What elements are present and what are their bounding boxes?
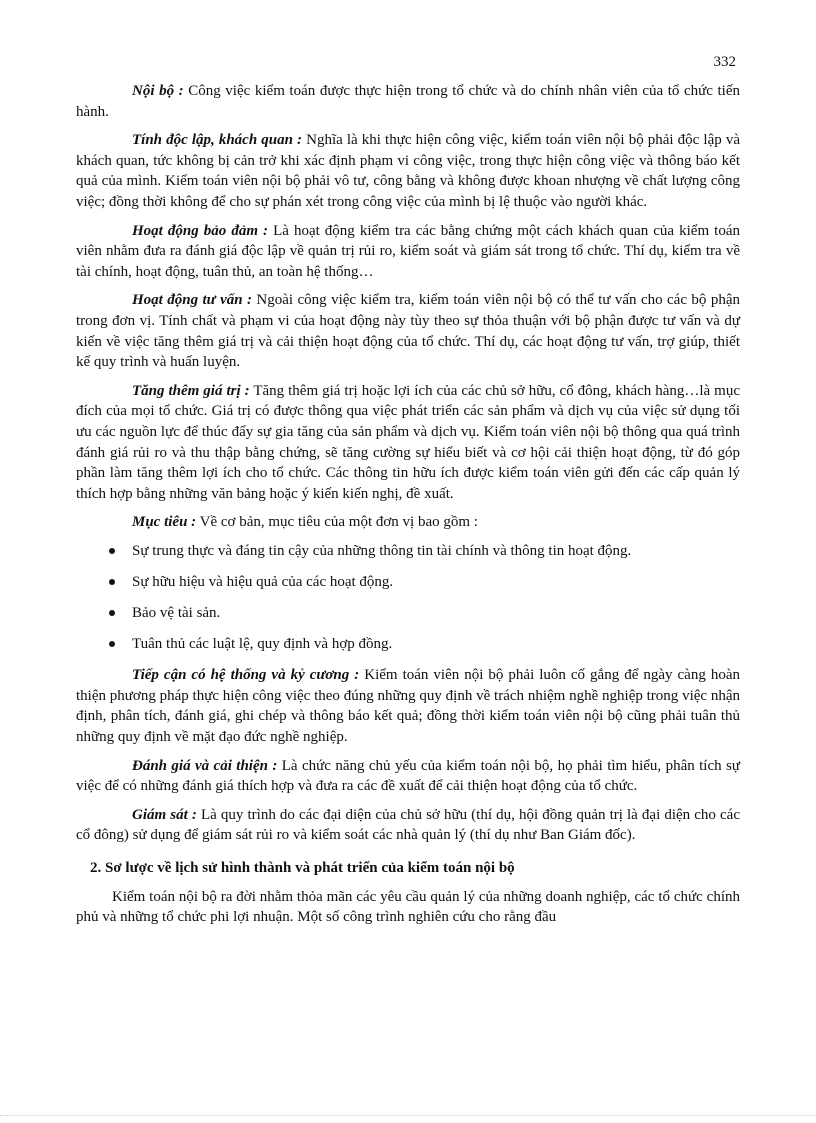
definition-evaluate-improve — [76, 756, 740, 797]
definition-value-added — [76, 381, 740, 505]
definition-text: Kiểm toán viên nội bộ phải luôn cố gắng để ngày càng hoàn thiện phương pháp thực hiện công việc theo đúng những quy định về trách nhiệm nghề nghiệp trong việc nhận định, phân tích, đánh giá, ghi chép và thông báo kết quả; đồng thời kiểm toán viên nội bộ cũng phải tuân thủ những quy định về mặt đạo đức nghề nghiệp. — [76, 667, 740, 746]
definition-text: Ngoài công việc kiểm tra, kiểm toán viên nội bộ có thể tư vấn cho các bộ phận trong đơn vị. Tính chất và phạm vi của hoạt động này tùy theo sự thỏa thuận với bộ phận được tư vấn và dự kiến về việc tăng thêm giá trị và cải thiện hoạt động của tổ chức. Thí dụ, các hoạt động tư vấn, trợ giúp, thiết kế quy trình và huấn luyện. — [76, 292, 740, 371]
list-item-text: Tuân thủ các luật lệ, quy định và hợp đồng. — [132, 636, 393, 653]
definition-assurance — [76, 221, 740, 283]
bullet-icon — [109, 641, 115, 647]
list-item-text: Sự hữu hiệu và hiệu quả của các hoạt động. — [132, 573, 394, 590]
definition-term: Hoạt động bảo đảm : — [132, 222, 269, 239]
definition-independence — [76, 130, 740, 212]
page-bottom-divider — [0, 1115, 816, 1116]
definition-governance — [76, 805, 740, 846]
definition-term: Nội bộ : — [132, 83, 184, 99]
definition-text: Nghĩa là khi thực hiện công việc, kiểm toán viên nội bộ phải độc lập và khách quan, tức không bị cản trở khi xác định phạm vi công việc, trong thực hiện công việc và thông báo kết quả của mình. Kiểm toán viên nội bộ phải vô tư, công bằng và không được khoan nhượng về chất lượng công việc; đồng thời không để cho sự phán xét trong công việc của mình bị lệ thuộc vào người khác. — [76, 132, 740, 210]
definition-text: Công việc kiểm toán được thực hiện trong tổ chức và do chính nhân viên của tổ chức tiến hành. — [76, 83, 741, 120]
definition-term: Tăng thêm giá trị : — [132, 382, 250, 399]
list-item — [76, 572, 740, 593]
definition-text: Tăng thêm giá trị hoặc lợi ích của các chủ sở hữu, cổ đông, khách hàng…là mục đích của mọi tổ chức. Giá trị có được thông qua việc phát triển các sản phẩm và dịch vụ của việc sử dụng tối ưu các nguồn lực để thúc đẩy sự gia tăng của sản phẩm và dịch vụ. Kiểm toán viên nội bộ thông qua quá trình đánh giá rủi ro và thu thập bằng chứng, sẽ tăng cường sự hiểu biết và cơ hội cải thiện hoạt động, từ đó góp phần làm tăng thêm lợi ích cho tổ chức. Các thông tin hữu ích được kiểm toán viên gửi đến các cấp quản lý thích hợp bằng những văn bảng hoặc ý kiến kiến nghị, đề xuất. — [76, 382, 740, 502]
list-item — [76, 634, 740, 655]
list-item — [76, 541, 740, 562]
bullet-icon — [109, 579, 115, 585]
bullet-icon — [109, 610, 115, 616]
list-item-text: Bảo vệ tài sản. — [132, 605, 221, 622]
definition-systematic-approach — [76, 665, 740, 747]
definition-internal — [76, 81, 740, 122]
definition-text: Là hoạt động kiểm tra các bằng chứng một cách khách quan của kiểm toán viên nhằm đưa ra đánh giá độc lập về quản trị rủi ro, kiểm soát và giám sát trong tổ chức. Thí dụ, kiểm tra về tài chính, hoạt động, tuân thủ, an toàn hệ thống… — [76, 222, 741, 280]
definition-term: Tính độc lập, khách quan : — [132, 132, 303, 149]
list-item-text: Sự trung thực và đáng tin cậy của những thông tin tài chính và thông tin hoạt động. — [132, 542, 632, 559]
definition-term: Mục tiêu : — [132, 514, 197, 531]
definition-term: Đánh giá và cải thiện : — [132, 757, 278, 774]
bullet-icon — [109, 548, 115, 554]
definition-term: Giám sát : — [132, 806, 197, 823]
section-heading: 2. Sơ lược về lịch sử hình thành và phát triển của kiểm toán nội bộ — [90, 860, 515, 876]
definition-consulting — [76, 290, 740, 372]
page-content — [76, 81, 740, 928]
definition-term: Hoạt động tư vấn : — [132, 292, 253, 309]
definition-term: Tiếp cận có hệ thống và kỷ cương : — [132, 667, 360, 684]
definition-text: Là quy trình do các đại diện của chủ sở hữu (thí dụ, hội đồng quản trị là đại diện cho các cổ đông) sử dụng để giám sát rủi ro và kiểm soát các nhà quản lý (thí dụ như Ban Giám đốc). — [76, 806, 740, 844]
objectives-list — [76, 541, 740, 655]
page-number: 332 — [713, 54, 736, 70]
list-item — [76, 603, 740, 624]
section-paragraph: Kiểm toán nội bộ ra đời nhằm thỏa mãn các yêu cầu quản lý của những doanh nghiệp, các tổ chức chính phủ và những tổ chức phi lợi nhuận. Một số công trình nghiên cứu cho rằng đầu — [76, 888, 740, 926]
definition-text: Về cơ bản, mục tiêu của một đơn vị bao gồm : — [196, 514, 478, 531]
definition-objectives — [76, 512, 740, 533]
definition-text: Là chức năng chủ yếu của kiểm toán nội bộ, họ phải tìm hiểu, phân tích sự việc để có những đánh giá thích hợp và đưa ra các đề xuất để cải thiện hoạt động của tổ chức. — [76, 757, 741, 795]
